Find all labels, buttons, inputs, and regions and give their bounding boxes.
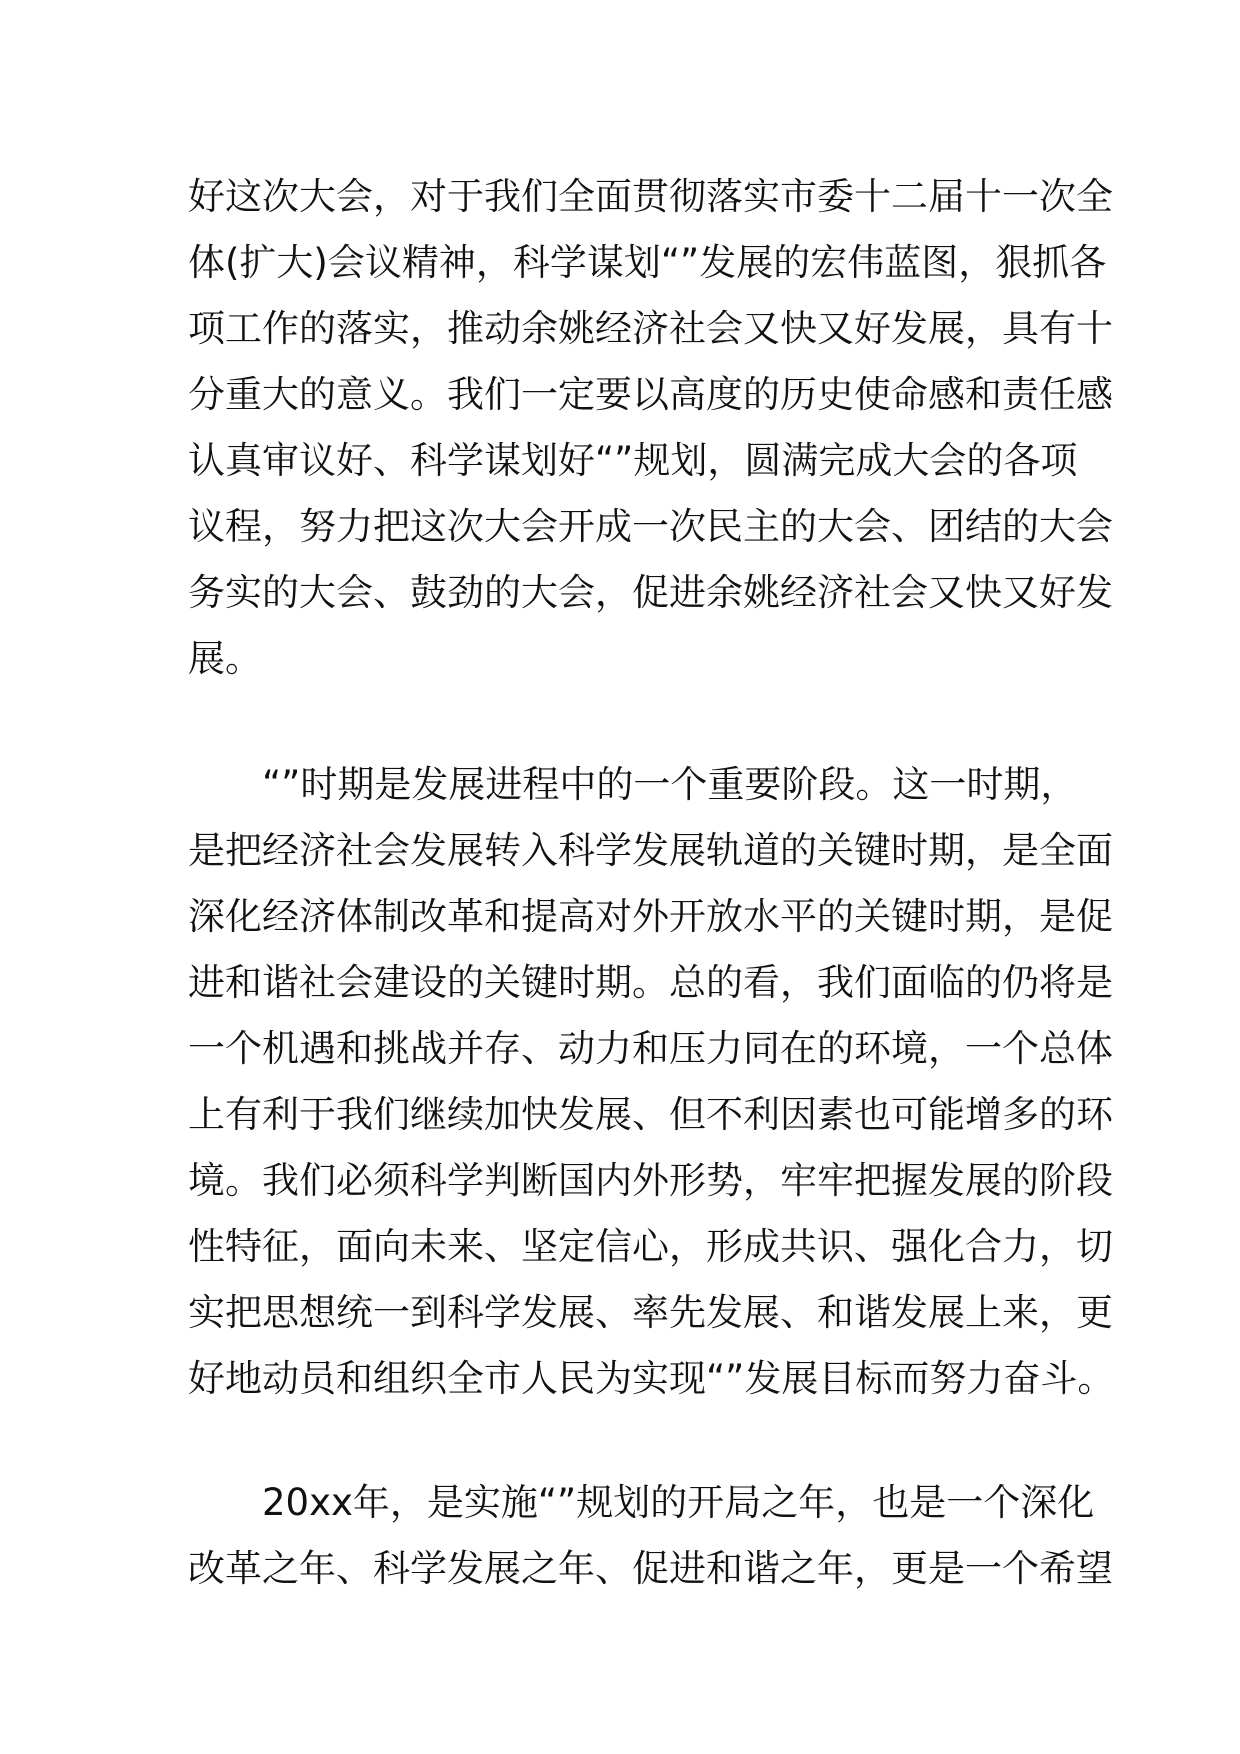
paragraph-line: 深化经济体制改革和提高对外开放水平的关键时期，是促 xyxy=(188,895,1113,938)
paragraph-line: 项工作的落实，推动余姚经济社会又快又好发展，具有十 xyxy=(188,307,1113,350)
paragraph-line: 分重大的意义。我们一定要以高度的历史使命感和责任感 xyxy=(188,373,1113,416)
paragraph-line: 进和谐社会建设的关键时期。总的看，我们面临的仍将是 xyxy=(188,961,1113,1004)
paragraph-line: 性特征，面向未来、坚定信心，形成共识、强化合力，切 xyxy=(188,1225,1113,1268)
paragraph-1 xyxy=(188,164,1113,692)
paragraph-line: 好地动员和组织全市人民为实现“”发展目标而努力奋斗。 xyxy=(188,1357,1115,1400)
paragraph-line: 认真审议好、科学谋划好“”规划，圆满完成大会的各项 xyxy=(188,439,1078,482)
paragraph-line: 议程，努力把这次大会开成一次民主的大会、团结的大会 xyxy=(188,505,1113,548)
paragraph-line: “”时期是发展进程中的一个重要阶段。这一时期， xyxy=(262,763,1078,806)
paragraph-line: 20xx年，是实施“”规划的开局之年，也是一个深化 xyxy=(262,1481,1095,1524)
paragraph-2 xyxy=(188,752,1115,1412)
paragraph-line: 一个机遇和挑战并存、动力和压力同在的环境，一个总体 xyxy=(188,1027,1113,1070)
paragraph-line: 改革之年、科学发展之年、促进和谐之年，更是一个希望 xyxy=(188,1547,1113,1590)
paragraph-line: 务实的大会、鼓劲的大会，促进余姚经济社会又快又好发 xyxy=(188,571,1113,614)
paragraph-line: 境。我们必须科学判断国内外形势，牢牢把握发展的阶段 xyxy=(188,1159,1113,1202)
paragraph-line: 是把经济社会发展转入科学发展轨道的关键时期，是全面 xyxy=(188,829,1113,872)
paragraph-line: 展。 xyxy=(188,637,262,680)
paragraph-line: 实把思想统一到科学发展、率先发展、和谐发展上来，更 xyxy=(188,1291,1113,1334)
paragraph-line: 体(扩大)会议精神，科学谋划“”发展的宏伟蓝图，狠抓各 xyxy=(188,241,1107,284)
paragraph-line: 上有利于我们继续加快发展、但不利因素也可能增多的环 xyxy=(188,1093,1113,1136)
paragraph-line: 好这次大会，对于我们全面贯彻落实市委十二届十一次全 xyxy=(188,175,1113,218)
paragraph-3 xyxy=(188,1470,1113,1602)
